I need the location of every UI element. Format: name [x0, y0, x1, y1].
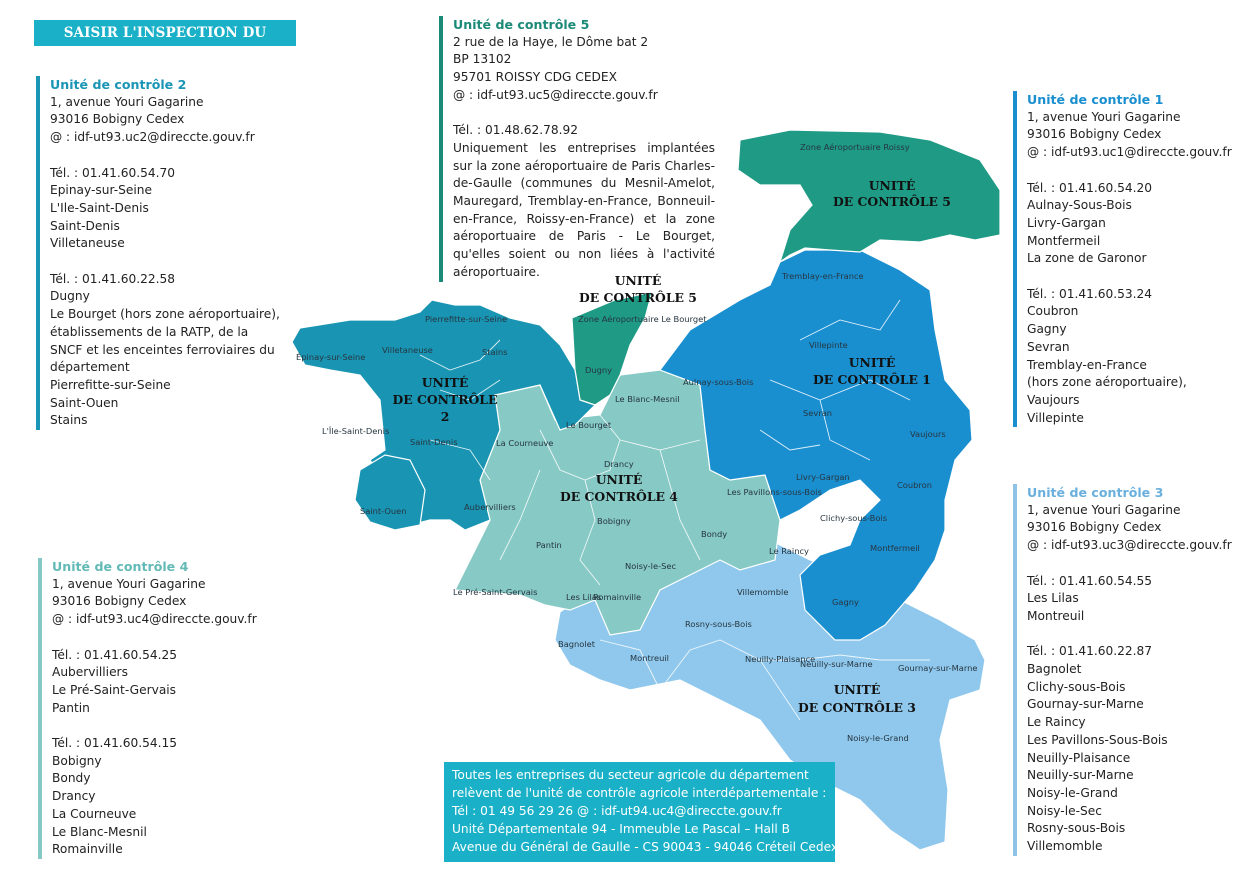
zone-label-unit2: 2 [440, 409, 450, 424]
town-item: Villetaneuse [50, 236, 125, 251]
town-item: La zone de Garonor [1027, 251, 1147, 266]
town-item: Stains [50, 413, 88, 428]
address-line: 93016 Bobigny Cedex [52, 594, 187, 609]
info-line: relèvent de l'unité de contrôle agricole interdépartementale : [452, 785, 827, 800]
town-label: Le Blanc-Mesnil [615, 394, 680, 404]
panel-title: Unité de contrôle 3 [1027, 485, 1164, 500]
agricultural-info-box [444, 762, 839, 862]
town-item: Vaujours [1027, 392, 1080, 407]
town-item: Le Bourget (hors zone aéroportuaire), [50, 307, 280, 322]
town-label: Villepinte [809, 340, 848, 350]
zone-label-unit5-top: UNITÉ [868, 178, 916, 193]
town-item: Montreuil [1027, 608, 1085, 623]
address-line: 93016 Bobigny Cedex [1027, 127, 1162, 142]
town-item: Le Pré-Saint-Gervais [52, 682, 177, 697]
phone-line: Tél. : 01.41.60.54.25 [52, 647, 178, 662]
address-line: 93016 Bobigny Cedex [50, 112, 185, 127]
town-item: La Courneuve [52, 806, 137, 821]
town-label: Sevran [803, 408, 833, 418]
town-label: Clichy-sous-Bois [820, 513, 888, 523]
town-label: La Courneuve [496, 438, 554, 448]
town-item: Pantin [52, 700, 90, 715]
email-line: @ : idf-ut93.uc1@direccte.gouv.fr [1027, 145, 1232, 160]
town-item: Neuilly-Plaisance [1027, 750, 1131, 765]
zone-label-unit3: DE CONTRÔLE 3 [798, 700, 916, 715]
town-label: Noisy-le-Grand [847, 733, 909, 743]
address-line: 1, avenue Youri Gagarine [52, 576, 206, 591]
town-label: Bagnolet [558, 639, 596, 649]
town-label: Coubron [897, 480, 932, 490]
town-label: Villetaneuse [382, 345, 433, 355]
info-address-line: Unité Départementale 94 - Immeuble Le Pascal – Hall B [452, 821, 790, 836]
town-item: Saint-Denis [50, 218, 120, 233]
town-item: Aubervilliers [52, 665, 128, 680]
phone-line: Tél. : 01.41.60.54.15 [52, 736, 178, 750]
zone-label-unit5-top: DE CONTRÔLE 5 [833, 194, 951, 209]
town-label: Livry-Gargan [796, 472, 850, 482]
town-item: Livry-Gargan [1027, 215, 1106, 230]
phone-line: Tél. : 01.41.60.54.70 [50, 165, 176, 180]
town-label: Zone Aéroportuaire Roissy [800, 142, 910, 152]
address-line: 93016 Bobigny Cedex [1027, 520, 1162, 535]
email-line: @ : idf-ut93.uc2@direccte.gouv.fr [50, 130, 255, 145]
town-label: Zone Aéroportuaire Le Bourget [578, 314, 707, 324]
town-item: Noisy-le-Sec [1027, 803, 1102, 818]
town-item: Saint-Ouen [50, 395, 119, 410]
zone-label-unit1: DE CONTRÔLE 1 [813, 372, 931, 387]
town-item: Epinay-sur-Seine [50, 183, 152, 198]
town-label: Aubervilliers [464, 502, 516, 512]
town-item: Le Blanc-Mesnil [52, 824, 147, 839]
town-item: Drancy [52, 789, 96, 804]
town-label: Dugny [585, 365, 613, 375]
info-contact-line: Tél : 01 49 56 29 26 @ : idf-ut94.uc4@direccte.gouv.fr [452, 803, 782, 818]
town-label: Saint-Ouen [360, 506, 407, 516]
town-label: Neuilly-sur-Marne [800, 659, 873, 669]
town-label: Pantin [536, 540, 562, 550]
town-item: Pierrefitte-sur-Seine [50, 377, 171, 392]
town-label: Montfermeil [870, 543, 920, 553]
town-label: Noisy-le-Sec [625, 561, 677, 571]
phone-line: Tél. : 01.41.60.54.20 [1027, 180, 1153, 195]
town-label: Gournay-sur-Marne [898, 663, 978, 673]
address-line: 1, avenue Youri Gagarine [1027, 109, 1181, 124]
town-label: Le Raincy [769, 546, 809, 556]
town-label: Romainville [593, 592, 642, 602]
town-item: Noisy-le-Grand [1027, 785, 1118, 800]
contact-panel-unit3 [1013, 484, 1232, 856]
phone-line: Tél. : 01.41.60.54.55 [1027, 573, 1153, 588]
town-item: Villepinte [1027, 410, 1084, 425]
town-item: SNCF et les enceintes ferroviaires du [50, 342, 275, 357]
address-line: 1, avenue Youri Gagarine [1027, 502, 1181, 517]
panel-title: Unité de contrôle 5 [453, 17, 590, 32]
info-line: Toutes les entreprises du secteur agricole du département [452, 768, 809, 782]
address-line: 1, avenue Youri Gagarine [50, 94, 204, 109]
email-line: @ : idf-ut93.uc5@direccte.gouv.fr [453, 87, 658, 102]
address-line: BP 13102 [453, 52, 512, 67]
town-label: Bondy [701, 529, 728, 539]
town-label: Villemomble [737, 587, 789, 597]
town-item: Neuilly-sur-Marne [1027, 768, 1134, 783]
town-item: Aulnay-Sous-Bois [1027, 198, 1132, 213]
town-label: Neuilly-Plaisance [745, 654, 816, 664]
zone-label-unit5-mid: DE CONTRÔLE 5 [579, 290, 697, 305]
town-item: Rosny-sous-Bois [1027, 821, 1126, 836]
town-label: Pierrefitte-sur-Seine [425, 314, 508, 324]
zone-label-unit2: DE CONTRÔLE [392, 392, 498, 407]
address-line: 2 rue de la Haye, le Dôme bat 2 [453, 34, 649, 49]
town-label: Aulnay-sous-Bois [683, 377, 754, 387]
town-item: Les Pavillons-Sous-Bois [1027, 732, 1168, 747]
contact-panel-unit4 [38, 558, 257, 859]
town-item: établissements de la RATP, de la [50, 324, 249, 339]
town-label: Montreuil [630, 653, 669, 663]
page-title-banner: SAISIR L'INSPECTION DU TRAVAIL [34, 20, 296, 46]
panel-title: Unité de contrôle 2 [50, 77, 187, 92]
town-label: Le Pré-Saint-Gervais [453, 587, 538, 597]
town-label: Tremblay-en-France [782, 271, 864, 281]
town-item: Villemomble [1027, 839, 1103, 854]
contact-panel-unit2 [36, 76, 280, 430]
town-label: Gagny [832, 597, 859, 607]
town-item: Coubron [1027, 304, 1079, 319]
address-line: 95701 ROISSY CDG CEDEX [453, 70, 617, 85]
zone-label-unit4: DE CONTRÔLE 4 [560, 489, 678, 504]
panel-title: Unité de contrôle 4 [52, 559, 189, 574]
town-item: Les Lilas [1027, 591, 1079, 606]
town-item: Gagny [1027, 322, 1067, 337]
email-line: @ : idf-ut93.uc4@direccte.gouv.fr [52, 612, 257, 627]
scope-description: Uniquement les entreprises implantées sur la zone aéroportuaire de Paris Charles-de-Gaulle (communes du Mesnil-Amelot, Mauregard, Tremblay-en-France, Bonneuil-en-France, Roissy-en-France) et la zone aéroportuaire de Paris - Le Bourget, qu'elles soient ou non liées à l'activité aéroportuaire. [453, 140, 715, 279]
town-item: (hors zone aéroportuaire), [1027, 375, 1187, 390]
phone-line: Tél. : 01.41.60.22.58 [50, 271, 176, 286]
zone-label-unit5-mid: UNITÉ [614, 273, 662, 288]
town-item: Tremblay-en-France [1027, 357, 1147, 372]
zone-label-unit3: UNITÉ [833, 682, 881, 697]
town-label: Épinay-sur-Seine [296, 352, 366, 362]
town-label: L'Île-Saint-Denis [322, 426, 390, 436]
town-item: Bobigny [52, 753, 102, 768]
town-item: Dugny [50, 289, 90, 304]
contact-panel-unit1 [1013, 91, 1232, 427]
phone-line: Tél. : 01.41.60.22.87 [1027, 644, 1153, 659]
town-label: Rosny-sous-Bois [685, 619, 752, 629]
town-item: département [50, 360, 130, 375]
town-label: Vaujours [910, 429, 946, 439]
contact-panel-unit5 [439, 16, 715, 282]
town-label: Stains [482, 347, 508, 357]
town-label: Saint-Denis [410, 437, 458, 447]
town-item: Bondy [52, 771, 91, 786]
town-item: Gournay-sur-Marne [1027, 697, 1144, 712]
town-label: Les Lilas [566, 592, 602, 602]
town-label: Drancy [604, 459, 634, 469]
town-item: L'Ile-Saint-Denis [50, 200, 149, 215]
town-item: Sevran [1027, 339, 1070, 354]
town-item: Romainville [52, 842, 123, 857]
phone-line: Tél. : 01.41.60.53.24 [1027, 286, 1153, 301]
zone-label-unit4: UNITÉ [595, 472, 643, 487]
zone-label-unit2: UNITÉ [421, 375, 469, 390]
town-label: Les Pavillons-sous-Bois [727, 487, 822, 497]
town-label: Bobigny [597, 516, 631, 526]
info-address-line: Avenue du Général de Gaulle - CS 90043 - 94046 Créteil Cedex [452, 839, 839, 854]
zone-label-unit1: UNITÉ [848, 355, 896, 370]
panel-title: Unité de contrôle 1 [1027, 92, 1164, 107]
phone-line: Tél. : 01.48.62.78.92 [453, 123, 579, 138]
town-item: Bagnolet [1027, 662, 1082, 676]
email-line: @ : idf-ut93.uc3@direccte.gouv.fr [1027, 538, 1232, 553]
town-item: Montfermeil [1027, 233, 1101, 248]
town-item: Clichy-sous-Bois [1027, 679, 1126, 694]
town-item: Le Raincy [1027, 715, 1086, 730]
town-label: Le Bourget [566, 420, 612, 430]
